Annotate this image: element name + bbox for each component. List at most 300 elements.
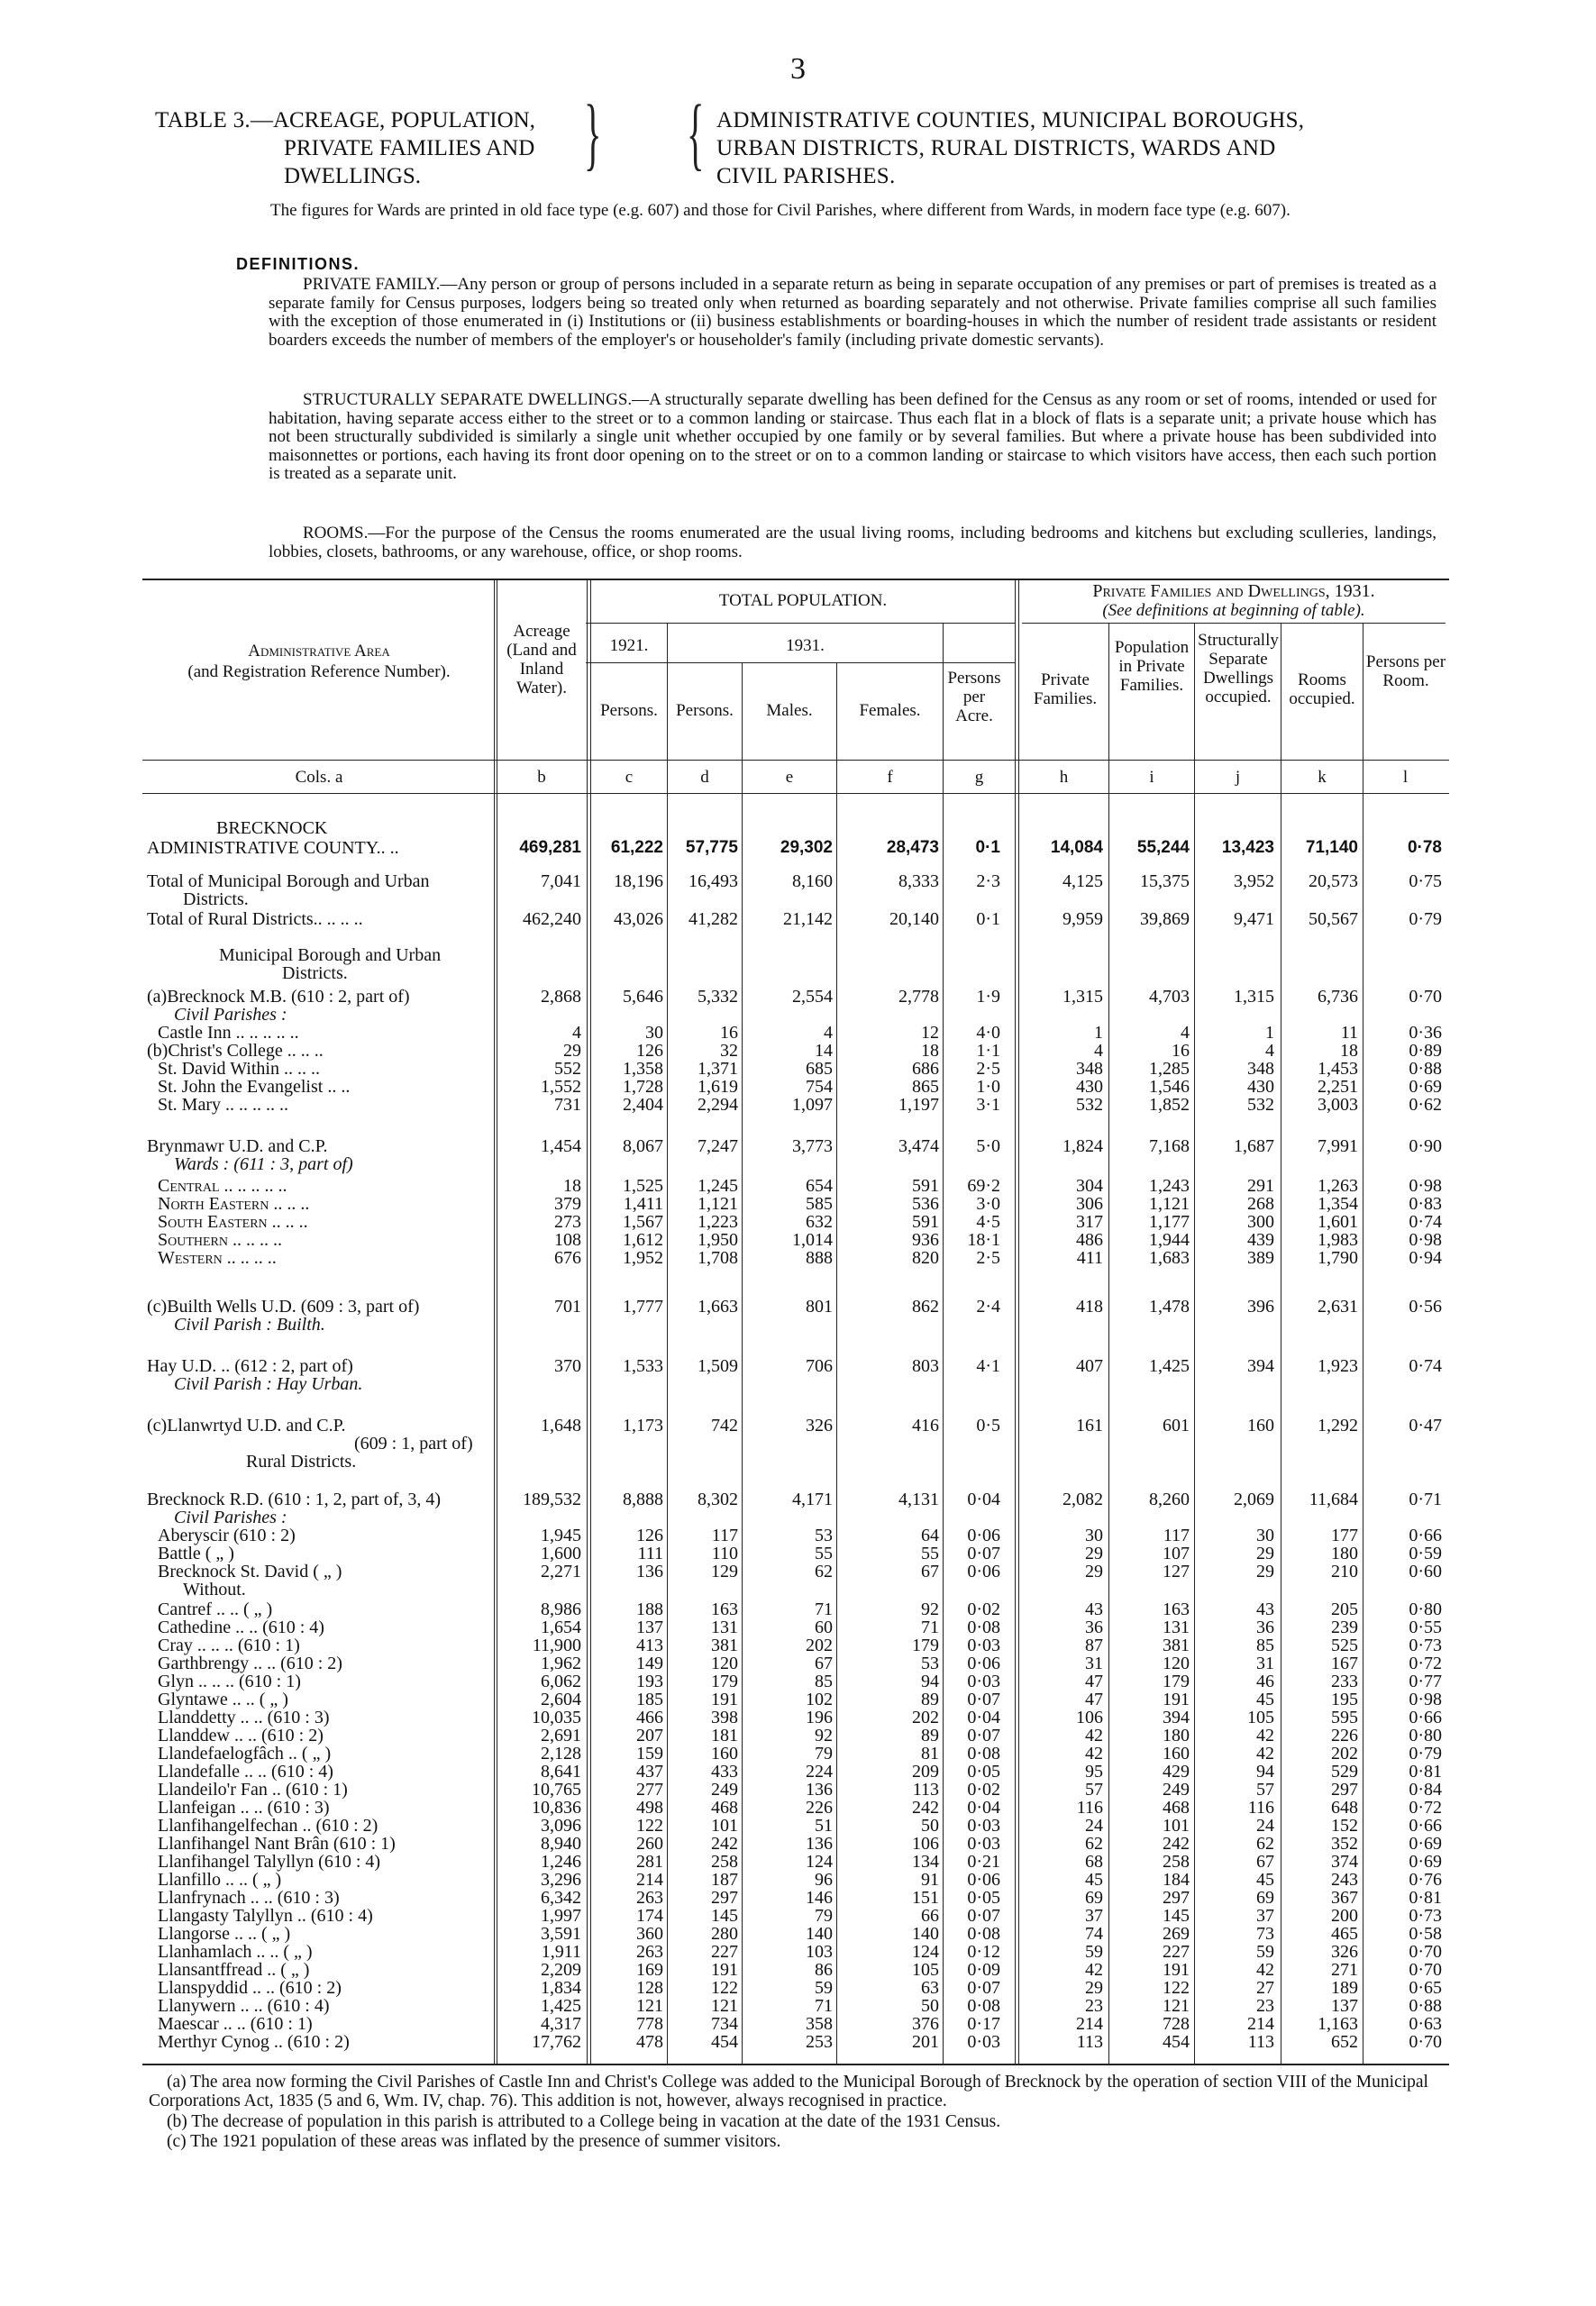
table-cell: 0·56 — [1409, 1297, 1442, 1317]
table-cell: 8,260 — [1149, 1490, 1190, 1509]
table-cell: 2,251 — [1318, 1077, 1358, 1097]
table-cell: 242 — [711, 1834, 738, 1854]
table-cell: 89 — [921, 1726, 939, 1745]
table-cell: 0·62 — [1409, 1095, 1442, 1115]
hdr-dwellings: Structurally Separate Dwellings occupied. — [1198, 631, 1279, 706]
table-cell: 13,423 — [1221, 838, 1274, 857]
table-cell: 0·03 — [967, 2032, 1000, 2052]
table-cell: 107 — [1163, 1544, 1190, 1563]
footnote-b: (b) The decrease of population in this parish is attributed to a College being in vacation at the date of the 1931 Census. — [167, 2112, 1001, 2131]
table-cell: 62 — [1256, 1834, 1274, 1854]
area-name: Districts. — [282, 963, 348, 983]
col-letter-e: e — [785, 768, 794, 787]
table-cell: 0·02 — [967, 1780, 1000, 1800]
table-cell: 3,474 — [898, 1136, 939, 1156]
table-cell: 654 — [806, 1176, 833, 1196]
table-cell: 394 — [1163, 1708, 1190, 1727]
table-cell: 676 — [554, 1248, 581, 1268]
table-cell: 1,315 — [1234, 987, 1274, 1007]
table-cell: 20,140 — [889, 909, 939, 929]
area-name: Llanddew .. .. (610 : 2) — [158, 1726, 324, 1745]
table-cell: 468 — [1163, 1798, 1190, 1818]
table-cell: 152 — [1331, 1816, 1358, 1836]
table-cell: 0·90 — [1409, 1136, 1442, 1156]
table-cell: 184 — [1163, 1870, 1190, 1890]
table-cell: 122 — [636, 1816, 663, 1836]
table-cell: 1,163 — [1318, 2014, 1358, 2034]
table-cell: 0·07 — [967, 1690, 1000, 1709]
area-name: Llangasty Talyllyn .. (610 : 4) — [158, 1906, 373, 1926]
table-cell: 370 — [554, 1356, 581, 1376]
table-cell: 160 — [1247, 1416, 1274, 1436]
table-cell: 96 — [815, 1870, 833, 1890]
col-letter-k: k — [1318, 768, 1327, 787]
table-cell: 4,131 — [898, 1490, 939, 1509]
table-cell: 0·89 — [1409, 1041, 1442, 1061]
heading-left — [155, 106, 535, 190]
area-name: Wards : (611 : 3, part of) — [174, 1154, 353, 1174]
table-cell: 29 — [1256, 1562, 1274, 1581]
table-cell: 0·08 — [967, 1744, 1000, 1764]
table-cell: 185 — [636, 1690, 663, 1709]
table-cell: 379 — [554, 1194, 581, 1214]
table-cell: 61,222 — [610, 838, 663, 857]
table-cell: 0·60 — [1409, 1562, 1442, 1581]
table-cell: 407 — [1076, 1356, 1103, 1376]
area-name: Rural Districts. — [246, 1452, 357, 1472]
table-cell: 79 — [815, 1744, 833, 1764]
hdr-pop-private-families: Population in Private Families. — [1114, 638, 1190, 695]
table-cell: 131 — [1163, 1618, 1190, 1637]
table-cell: 317 — [1076, 1212, 1103, 1232]
table-cell: 2,082 — [1062, 1490, 1103, 1509]
area-name: Civil Parishes : — [174, 1508, 287, 1527]
table-cell: 685 — [806, 1059, 833, 1079]
table-cell: 552 — [554, 1059, 581, 1079]
table-cell: 1,197 — [898, 1095, 939, 1115]
table-cell: 94 — [1256, 1762, 1274, 1782]
table-cell: 53 — [815, 1526, 833, 1545]
table-cell: 200 — [1331, 1906, 1358, 1926]
table-cell: 4,171 — [792, 1490, 833, 1509]
table-cell: 29 — [1085, 1978, 1103, 1998]
vline-e — [836, 663, 837, 2064]
area-name: Llandefaelogfâch .. ( „ ) — [158, 1744, 332, 1764]
table-cell: 1,601 — [1318, 1212, 1358, 1232]
col-letter-g: g — [974, 768, 984, 787]
table-cell: 398 — [711, 1708, 738, 1727]
area-name: (a)Brecknock M.B. (610 : 2, part of) — [147, 987, 410, 1007]
table-cell: 210 — [1331, 1562, 1358, 1581]
area-name: Cray .. .. .. (610 : 1) — [158, 1636, 300, 1655]
table-rule-1931-years — [667, 662, 943, 663]
table-cell: 439 — [1247, 1230, 1274, 1250]
table-cell: 454 — [711, 2032, 738, 2052]
table-cell: 0·1 — [976, 909, 1000, 929]
hdr-rooms: Rooms occupied. — [1289, 670, 1355, 708]
table-cell: 9,471 — [1234, 909, 1274, 929]
table-cell: 74 — [1085, 1924, 1103, 1944]
definition-dwellings: STRUCTURALLY SEPARATE DWELLINGS.—A structurally separate dwelling has been defined for the Census as any room or set of rooms, intended or used for habitation, having separate access either to the street or to a common landing or staircase. Thus each flat in a block of flats is a separate unit; a private house which has not been structurally subdivided is similarly a single unit whether occupied by one family or by several families. But where a private house has been subdivided into maisonnettes or portions, each having its front door opening on to the street or on to a common landing or staircase to which visitors have access, then each such portion is treated as a separate unit. — [269, 390, 1436, 483]
table-cell: 16 — [720, 1023, 738, 1043]
table-cell: 8,940 — [541, 1834, 581, 1854]
table-cell: 187 — [711, 1870, 738, 1890]
table-cell: 0·83 — [1409, 1194, 1442, 1214]
table-cell: 102 — [806, 1690, 833, 1709]
table-cell: 0·75 — [1409, 871, 1442, 891]
table-cell: 126 — [636, 1526, 663, 1545]
table-cell: 30 — [645, 1023, 663, 1043]
table-cell: 131 — [711, 1618, 738, 1637]
table-cell: 0·03 — [967, 1672, 1000, 1691]
table-cell: 4,703 — [1149, 987, 1190, 1007]
table-cell: 0·78 — [1407, 838, 1442, 857]
table-cell: 1,962 — [541, 1654, 581, 1673]
table-cell: 59 — [1256, 1942, 1274, 1962]
table-cell: 121 — [711, 1996, 738, 2016]
table-cell: 188 — [636, 1600, 663, 1619]
table-cell: 297 — [711, 1888, 738, 1908]
table-cell: 43 — [1085, 1600, 1103, 1619]
hdr-1921: 1921. — [609, 636, 649, 655]
area-name: St. John the Evangelist .. .. — [158, 1077, 351, 1097]
table-cell: 731 — [554, 1095, 581, 1115]
table-cell: 224 — [806, 1762, 833, 1782]
table-cell: 159 — [636, 1744, 663, 1764]
table-cell: 4 — [1265, 1041, 1274, 1061]
table-cell: 1,950 — [698, 1230, 738, 1250]
table-cell: 466 — [636, 1708, 663, 1727]
table-cell: 394 — [1247, 1356, 1274, 1376]
table-cell: 1,983 — [1318, 1230, 1358, 1250]
table-cell: 0·47 — [1409, 1416, 1442, 1436]
table-cell: 24 — [1085, 1816, 1103, 1836]
table-cell: 1,411 — [623, 1194, 663, 1214]
table-cell: 151 — [912, 1888, 939, 1908]
table-cell: 127 — [1163, 1562, 1190, 1581]
table-cell: 55,244 — [1136, 838, 1190, 857]
table-cell: 86 — [815, 1960, 833, 1980]
table-cell: 0·69 — [1409, 1852, 1442, 1872]
table-cell: 91 — [921, 1870, 939, 1890]
table-cell: 281 — [636, 1852, 663, 1872]
table-cell: 469,281 — [519, 838, 581, 857]
table-cell: 18 — [921, 1041, 939, 1061]
table-cell: 258 — [1163, 1852, 1190, 1872]
area-name: Castle Inn .. .. .. .. .. — [158, 1023, 299, 1043]
table-cell: 7,041 — [541, 871, 581, 891]
table-cell: 1 — [1094, 1023, 1103, 1043]
table-cell: 59 — [815, 1978, 833, 1998]
table-cell: 525 — [1331, 1636, 1358, 1655]
definitions-title: DEFINITIONS. — [236, 255, 360, 273]
table-cell: 1·1 — [976, 1041, 1000, 1061]
table-cell: 163 — [1163, 1600, 1190, 1619]
col-letter-f: f — [887, 768, 893, 787]
table-cell: 778 — [636, 2014, 663, 2034]
table-cell: 4 — [1094, 1041, 1103, 1061]
table-cell: 601 — [1163, 1416, 1190, 1436]
table-cell: 191 — [711, 1960, 738, 1980]
table-cell: 6,342 — [541, 1888, 581, 1908]
table-cell: 95 — [1085, 1762, 1103, 1782]
table-cell: 85 — [1256, 1636, 1274, 1655]
table-cell: 31 — [1256, 1654, 1274, 1673]
table-cell: 374 — [1331, 1852, 1358, 1872]
table-cell: 4,125 — [1062, 871, 1103, 891]
table-cell: 1,619 — [698, 1077, 738, 1097]
table-cell: 1,923 — [1318, 1356, 1358, 1376]
table-cell: 0·69 — [1409, 1077, 1442, 1097]
table-cell: 2,868 — [541, 987, 581, 1007]
table-cell: 51 — [815, 1816, 833, 1836]
table-cell: 0·76 — [1409, 1870, 1442, 1890]
area-name: Civil Parish : Hay Urban. — [174, 1374, 363, 1394]
table-cell: 1,997 — [541, 1906, 581, 1926]
table-cell: 1,648 — [541, 1416, 581, 1436]
table-cell: 2,404 — [623, 1095, 663, 1115]
table-cell: 214 — [1076, 2014, 1103, 2034]
table-rule-bottom — [142, 2064, 1449, 2065]
table-cell: 94 — [921, 1672, 939, 1691]
table-cell: 64 — [921, 1526, 939, 1545]
table-cell: 8,333 — [898, 871, 939, 891]
area-name: Civil Parishes : — [174, 1005, 287, 1025]
table-cell: 0·08 — [967, 1618, 1000, 1637]
table-cell: 55 — [921, 1544, 939, 1563]
table-cell: 1,478 — [1149, 1297, 1190, 1317]
footnote-c: (c) The 1921 population of these areas was inflated by the presence of summer visitors. — [167, 2132, 781, 2151]
table-cell: 416 — [912, 1416, 939, 1436]
table-cell: 10,836 — [532, 1798, 581, 1818]
table-cell: 1,911 — [541, 1942, 581, 1962]
table-cell: 42 — [1256, 1726, 1274, 1745]
table-cell: 742 — [711, 1416, 738, 1436]
table-cell: 167 — [1331, 1654, 1358, 1673]
table-cell: 430 — [1247, 1077, 1274, 1097]
table-cell: 433 — [711, 1762, 738, 1782]
table-cell: 0·36 — [1409, 1023, 1442, 1043]
table-cell: 1,663 — [698, 1297, 738, 1317]
table-cell: 437 — [636, 1762, 663, 1782]
area-name: Hay U.D. .. (612 : 2, part of) — [147, 1356, 353, 1376]
table-cell: 0·03 — [967, 1636, 1000, 1655]
col-letter-j: j — [1235, 768, 1241, 787]
table-cell: 37 — [1256, 1906, 1274, 1926]
area-name: Civil Parish : Builth. — [174, 1315, 325, 1335]
area-name: Municipal Borough and Urban — [219, 945, 442, 965]
table-cell: 110 — [711, 1544, 738, 1563]
table-cell: 37 — [1085, 1906, 1103, 1926]
table-cell: 4 — [824, 1023, 833, 1043]
table-cell: 4·5 — [976, 1212, 1000, 1232]
hdr-total-population: TOTAL POPULATION. — [718, 591, 888, 610]
table-cell: 2·4 — [976, 1297, 1000, 1317]
table-cell: 0·08 — [967, 1924, 1000, 1944]
table-cell: 30 — [1085, 1526, 1103, 1545]
table-cell: 0·70 — [1409, 987, 1442, 1007]
area-name: Llandefalle .. .. (610 : 4) — [158, 1762, 333, 1782]
area-name: Llandeilo'r Fan .. (610 : 1) — [158, 1780, 348, 1800]
area-name: Llangorse .. .. ( „ ) — [158, 1924, 291, 1944]
heading-right-line-2: URBAN DISTRICTS, RURAL DISTRICTS, WARDS AND — [716, 136, 1276, 160]
table-cell: 16 — [1172, 1041, 1190, 1061]
table-cell: 101 — [1163, 1816, 1190, 1836]
table-cell: 0·55 — [1409, 1618, 1442, 1637]
table-cell: 179 — [912, 1636, 939, 1655]
table-cell: 7,247 — [698, 1136, 738, 1156]
table-cell: 87 — [1085, 1636, 1103, 1655]
area-name: Glyntawe .. .. ( „ ) — [158, 1690, 288, 1709]
table-cell: 1,292 — [1318, 1416, 1358, 1436]
table-cell: 10,765 — [532, 1780, 581, 1800]
table-cell: 179 — [1163, 1672, 1190, 1691]
table-cell: 1,263 — [1318, 1176, 1358, 1196]
table-cell: 117 — [711, 1526, 738, 1545]
table-cell: 360 — [636, 1924, 663, 1944]
table-cell: 706 — [806, 1356, 833, 1376]
heading-left-line-2: PRIVATE FAMILIES AND — [284, 136, 535, 160]
area-name: Western .. .. .. .. — [158, 1248, 277, 1268]
table-cell: 36 — [1256, 1618, 1274, 1637]
table-cell: 1·9 — [976, 987, 1000, 1007]
table-cell: 1,567 — [623, 1212, 663, 1232]
area-name: BRECKNOCK — [216, 818, 328, 838]
table-cell: 0·80 — [1409, 1726, 1442, 1745]
table-cell: 193 — [636, 1672, 663, 1691]
area-name: Llanfeigan .. .. (610 : 3) — [158, 1798, 330, 1818]
table-cell: 462,240 — [523, 909, 581, 929]
table-cell: 468 — [711, 1798, 738, 1818]
table-cell: 0·84 — [1409, 1780, 1442, 1800]
table-cell: 1,952 — [623, 1248, 663, 1268]
table-cell: 12 — [921, 1023, 939, 1043]
table-cell: 0·79 — [1409, 909, 1442, 929]
table-rule-pf — [1022, 623, 1446, 624]
table-cell: 396 — [1247, 1297, 1274, 1317]
table-cell: 189 — [1331, 1978, 1358, 1998]
table-cell: 1,546 — [1149, 1077, 1190, 1097]
col-letter-i: i — [1149, 768, 1154, 787]
table-cell: 1 — [1265, 1023, 1274, 1043]
table-cell: 191 — [1163, 1690, 1190, 1709]
table-cell: 0·04 — [967, 1708, 1000, 1727]
table-cell: 66 — [921, 1906, 939, 1926]
area-name: North Eastern .. .. .. — [158, 1194, 310, 1214]
table-cell: 8,067 — [623, 1136, 663, 1156]
table-cell: 145 — [1163, 1906, 1190, 1926]
table-cell: 1,014 — [792, 1230, 833, 1250]
table-cell: 233 — [1331, 1672, 1358, 1691]
table-cell: 146 — [806, 1888, 833, 1908]
area-name: Llanfihangel Nant Brân (610 : 1) — [158, 1834, 396, 1854]
table-cell: 8,888 — [623, 1490, 663, 1509]
table-cell: 69 — [1256, 1888, 1274, 1908]
table-cell: 181 — [711, 1726, 738, 1745]
table-cell: 1·0 — [976, 1077, 1000, 1097]
table-cell: 137 — [1331, 1996, 1358, 2016]
table-cell: 0·74 — [1409, 1356, 1442, 1376]
table-cell: 2,778 — [898, 987, 939, 1007]
table-cell: 1,245 — [698, 1176, 738, 1196]
table-cell: 0·88 — [1409, 1996, 1442, 2016]
table-cell: 136 — [636, 1562, 663, 1581]
table-cell: 0·06 — [967, 1870, 1000, 1890]
table-cell: 177 — [1331, 1526, 1358, 1545]
table-cell: 1,454 — [541, 1136, 581, 1156]
table-cell: 0·58 — [1409, 1924, 1442, 1944]
table-cell: 2,631 — [1318, 1297, 1358, 1317]
table-cell: 1,425 — [1149, 1356, 1190, 1376]
table-cell: 45 — [1256, 1690, 1274, 1709]
table-cell: 0·73 — [1409, 1636, 1442, 1655]
table-cell: 0·81 — [1409, 1888, 1442, 1908]
table-cell: 23 — [1256, 1996, 1274, 2016]
table-cell: 3,296 — [541, 1870, 581, 1890]
table-cell: 69 — [1085, 1888, 1103, 1908]
area-name: Battle ( „ ) — [158, 1544, 234, 1563]
table-cell: 754 — [806, 1077, 833, 1097]
page-number: 3 — [790, 52, 806, 86]
table-cell: 16,493 — [689, 871, 738, 891]
table-cell: 121 — [1163, 1996, 1190, 2016]
table-cell: 1,177 — [1149, 1212, 1190, 1232]
table-cell: 62 — [1085, 1834, 1103, 1854]
table-cell: 43 — [1256, 1600, 1274, 1619]
table-cell: 862 — [912, 1297, 939, 1317]
table-cell: 0·80 — [1409, 1600, 1442, 1619]
table-cell: 0·06 — [967, 1526, 1000, 1545]
table-cell: 0·81 — [1409, 1762, 1442, 1782]
table-cell: 106 — [1076, 1708, 1103, 1727]
col-letter-b: b — [537, 768, 546, 787]
area-name: St. David Within .. .. .. — [158, 1059, 320, 1079]
table-cell: 62 — [815, 1562, 833, 1581]
table-cell: 201 — [912, 2032, 939, 2052]
table-cell: 0·98 — [1409, 1690, 1442, 1709]
table-cell: 2,128 — [541, 1744, 581, 1764]
table-cell: 0·59 — [1409, 1544, 1442, 1563]
table-cell: 67 — [815, 1654, 833, 1673]
table-cell: 67 — [921, 1562, 939, 1581]
table-cell: 53 — [921, 1654, 939, 1673]
table-cell: 478 — [636, 2032, 663, 2052]
table-cell: 306 — [1076, 1194, 1103, 1214]
table-cell: 36 — [1085, 1618, 1103, 1637]
table-cell: 376 — [912, 2014, 939, 2034]
table-cell: 249 — [711, 1780, 738, 1800]
table-cell: 0·07 — [967, 1978, 1000, 1998]
table-cell: 648 — [1331, 1798, 1358, 1818]
table-cell: 103 — [806, 1942, 833, 1962]
table-cell: 18 — [563, 1176, 581, 1196]
table-cell: 57 — [1085, 1780, 1103, 1800]
table-cell: 27 — [1256, 1978, 1274, 1998]
table-cell: 1,246 — [541, 1852, 581, 1872]
table-cell: 268 — [1247, 1194, 1274, 1214]
table-cell: 243 — [1331, 1870, 1358, 1890]
table-cell: 2·5 — [976, 1248, 1000, 1268]
table-cell: 326 — [806, 1416, 833, 1436]
table-cell: 47 — [1085, 1690, 1103, 1709]
table-cell: 0·17 — [967, 2014, 1000, 2034]
table-cell: 1,708 — [698, 1248, 738, 1268]
area-name: Glyn .. .. .. (610 : 1) — [158, 1672, 301, 1691]
table-cell: 0·06 — [967, 1562, 1000, 1581]
table-cell: 0·70 — [1409, 1942, 1442, 1962]
table-cell: 591 — [912, 1212, 939, 1232]
table-cell: 413 — [636, 1636, 663, 1655]
